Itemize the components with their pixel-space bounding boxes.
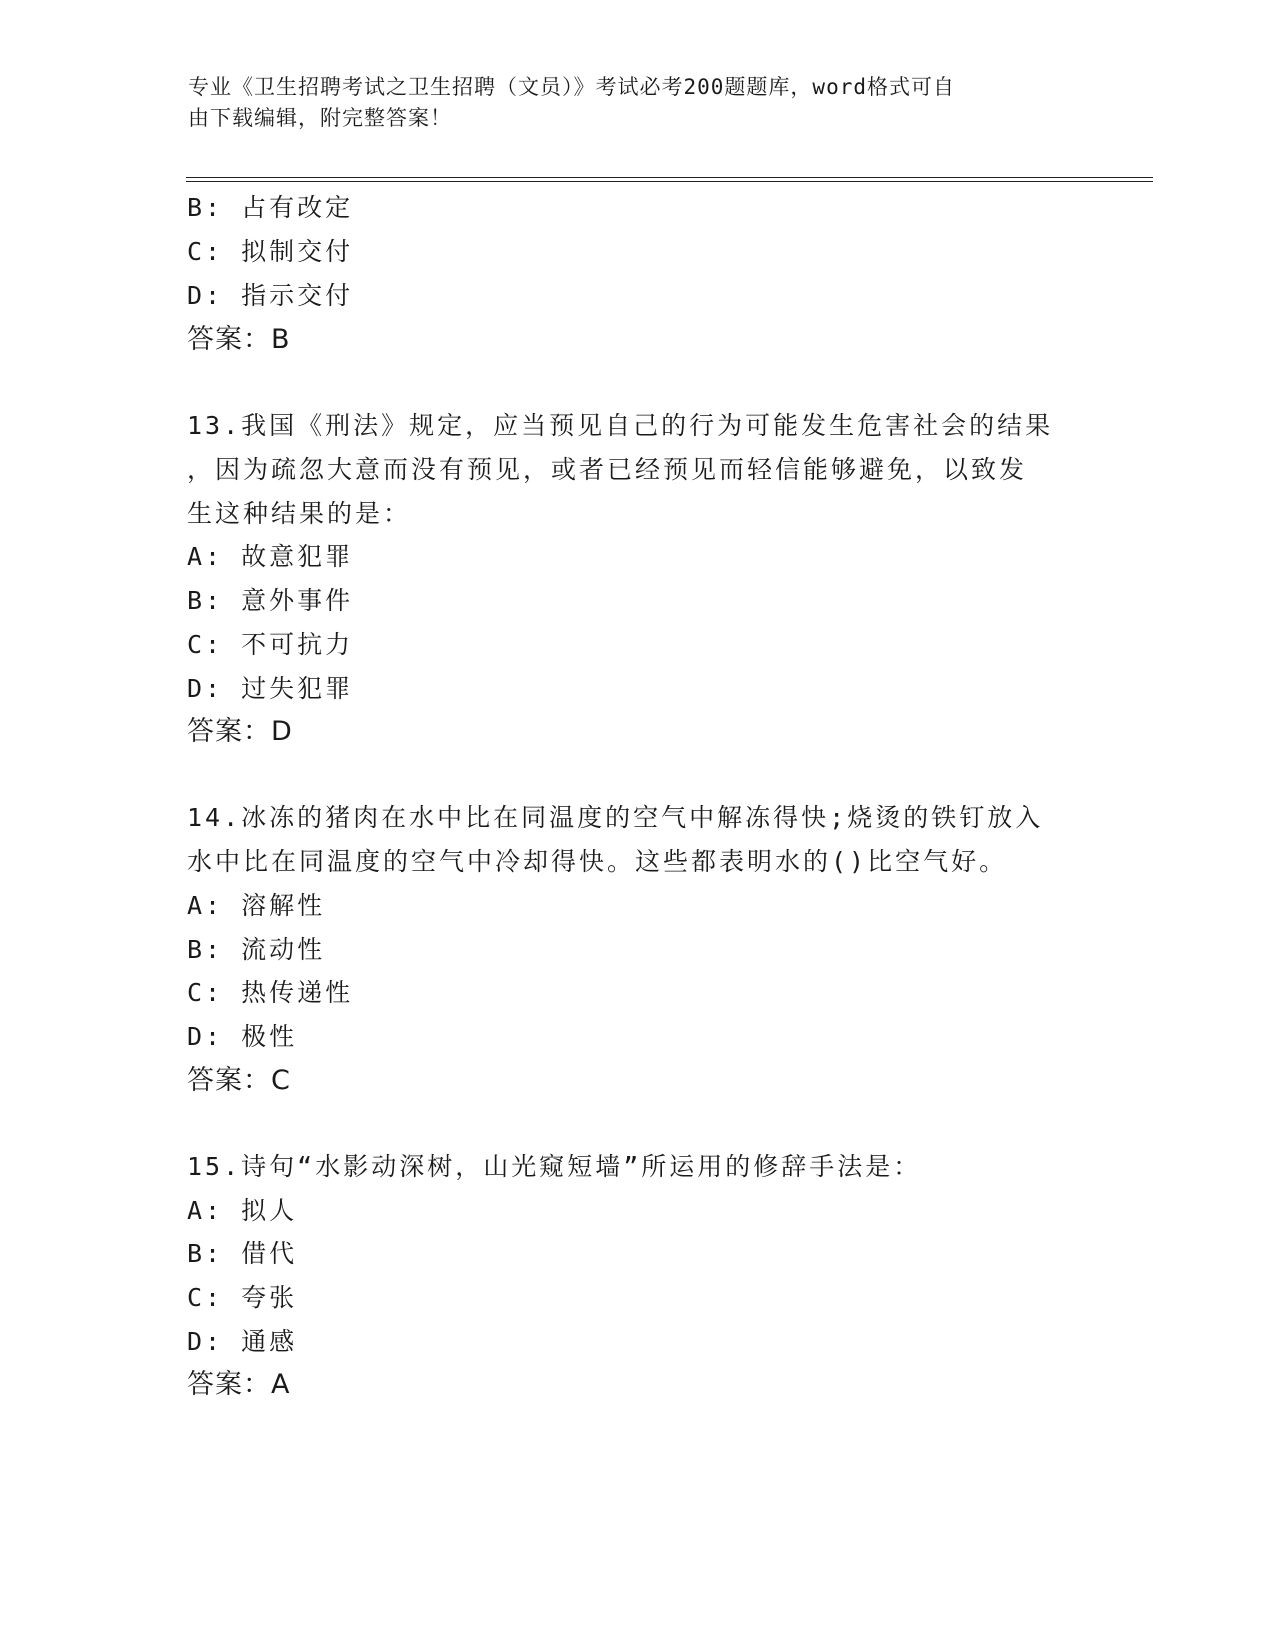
q13-option-b: B: 意外事件	[187, 586, 354, 615]
q12-option-d: D: 指示交付	[187, 281, 354, 310]
q13-stem-line-3: 生这种结果的是：	[187, 499, 412, 528]
q14-option-b: B: 流动性	[187, 935, 326, 964]
document-header-line-1: 专业《卫生招聘考试之卫生招聘（文员）》考试必考200题题库，word格式可自	[188, 75, 955, 99]
q15-stem-line-1: 15.诗句“水影动深树，山光窥短墙”所运用的修辞手法是：	[187, 1152, 922, 1181]
q13-option-c: C: 不可抗力	[187, 630, 354, 659]
q13-stem-line-1: 13.我国《刑法》规定，应当预见自己的行为可能发生危害社会的结果	[187, 411, 1054, 440]
header-divider-top	[186, 177, 1153, 178]
q14-option-d: D: 极性	[187, 1022, 298, 1051]
q15-option-b: B: 借代	[187, 1239, 298, 1268]
q14-option-c: C: 热传递性	[187, 978, 354, 1007]
q14-stem-line-2: 水中比在同温度的空气中冷却得快。这些都表明水的()比空气好。	[187, 847, 1008, 876]
q13-option-a: A: 故意犯罪	[187, 542, 354, 571]
q13-answer: 答案：D	[187, 716, 293, 747]
document-header-line-2: 由下载编辑，附完整答案！	[188, 106, 452, 130]
q15-option-d: D: 通感	[187, 1327, 298, 1356]
q13-option-d: D: 过失犯罪	[187, 674, 354, 703]
q14-answer: 答案：C	[187, 1065, 291, 1096]
header-divider-bottom	[186, 181, 1153, 182]
q14-option-a: A: 溶解性	[187, 891, 326, 920]
q15-option-a: A: 拟人	[187, 1196, 298, 1225]
q12-option-b: B: 占有改定	[187, 193, 354, 222]
q15-answer: 答案：A	[187, 1369, 291, 1400]
q12-answer: 答案：B	[187, 324, 291, 355]
q14-stem-line-1: 14.冰冻的猪肉在水中比在同温度的空气中解冻得快;烧烫的铁钉放入	[187, 803, 1044, 832]
q15-option-c: C: 夸张	[187, 1283, 298, 1312]
q13-stem-line-2: ，因为疏忽大意而没有预见，或者已经预见而轻信能够避免，以致发	[187, 455, 1028, 484]
q12-option-c: C: 拟制交付	[187, 237, 354, 266]
